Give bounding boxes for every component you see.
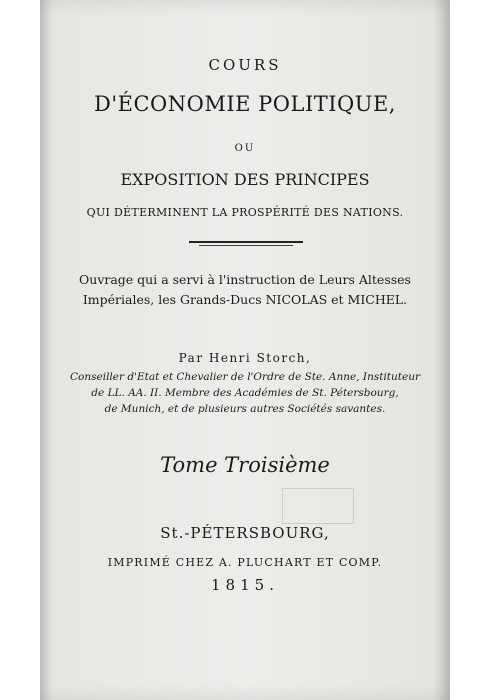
dedication-line-2: Impériales, les Grands-Ducs NICOLAS et MICHEL. [82,292,408,307]
imprint-year: 1815. [211,576,279,594]
volume-label: Tome Troisième [160,453,330,477]
author-affiliation-1: Conseiller d'Etat et Chevalier de l'Ordre de Ste. Anne, Instituteur [69,371,421,383]
subtitle-continuation: QUI DÉTERMINENT LA PROSPÉRITÉ DES NATIONS. [86,206,404,219]
author-affiliation-2: de LL. AA. II. Membre des Académies de St. Pétersbourg, [91,387,399,399]
imprint-city: St.-PÉTERSBOURG, [160,524,330,542]
author-affiliation-3: de Munich, et de plusieurs autres Sociétés savantes. [104,403,386,415]
author-name: Par Henri Storch, [178,351,312,365]
title-cours: COURS [208,56,282,74]
title-ou: OU [234,143,256,154]
main-title: D'ÉCONOMIE POLITIQUE, [94,92,396,116]
subtitle: EXPOSITION DES PRINCIPES [120,170,370,189]
dedication-line-1: Ouvrage qui a servi à l'instruction de Leurs Altesses [79,272,411,287]
divider-rule [189,241,303,243]
imprint-printer: IMPRIMÉ CHEZ A. PLUCHART ET COMP. [107,556,383,569]
faint-library-stamp [282,488,354,524]
